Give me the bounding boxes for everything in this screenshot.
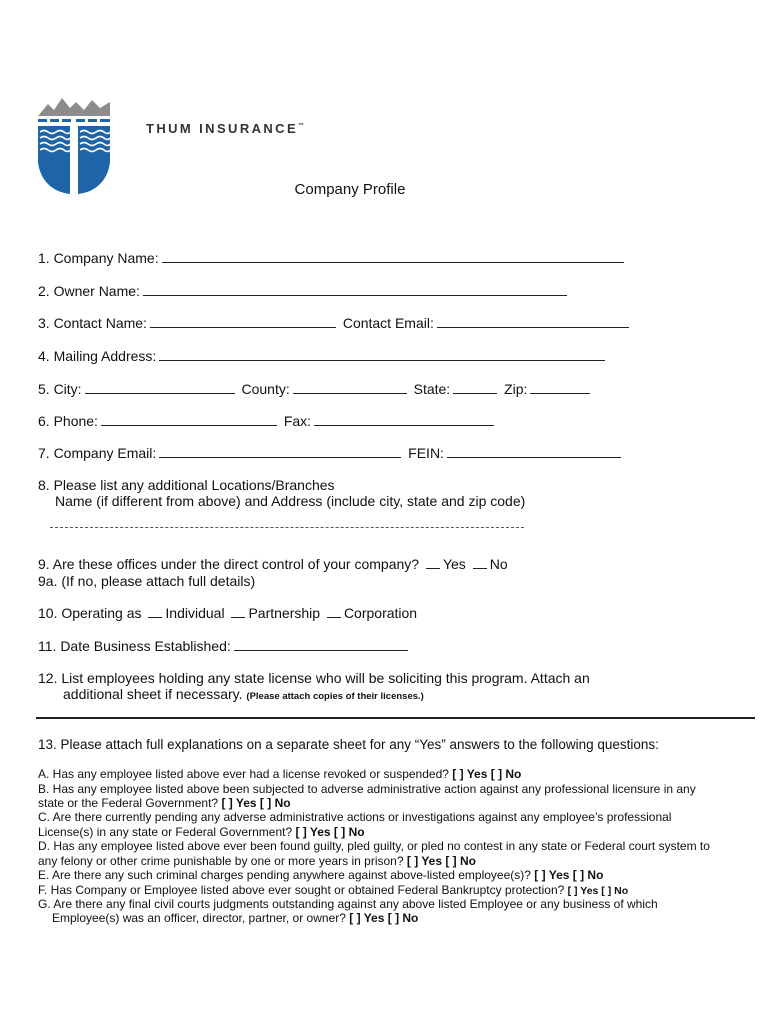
phone-field[interactable]	[101, 413, 277, 426]
mailing-address-row	[38, 348, 608, 364]
question-e	[38, 868, 603, 882]
mailing-address-field[interactable]	[159, 348, 605, 361]
operating-as-label: 10. Operating as	[38, 605, 142, 621]
locations-heading: 8. Please list any additional Locations/Branches	[38, 477, 335, 493]
contact-name-field[interactable]	[150, 315, 336, 328]
explanations-heading: 13. Please attach full explanations on a separate sheet for any “Yes” answers to the following questions:	[38, 737, 659, 752]
phone-label: 6. Phone:	[38, 413, 98, 429]
fax-field[interactable]	[314, 413, 494, 426]
company-name-row	[38, 250, 627, 266]
fax-label: Fax:	[283, 413, 312, 429]
question-a-text: A. Has any employee listed above ever had a license revoked or suspended?	[38, 767, 449, 781]
question-d-line1: D. Has any employee listed above ever been found guilty, pled guilty, or pled no contest in any state or Federal court system to	[38, 839, 710, 853]
question-f	[38, 883, 628, 898]
mailing-address-label: 4. Mailing Address:	[38, 348, 157, 364]
question-e-yes-no[interactable]: [ ] Yes [ ] No	[534, 868, 604, 882]
city-label: 5. City:	[38, 381, 82, 397]
county-field[interactable]	[293, 381, 407, 394]
company-name-field[interactable]	[162, 250, 624, 263]
fein-label: FEIN:	[408, 445, 444, 461]
direct-control-no-blank[interactable]	[473, 556, 487, 569]
employees-instruction: 12. List employees holding any state license who will be soliciting this program. Attach an	[38, 670, 590, 686]
question-d-yes-no[interactable]: [ ] Yes [ ] No	[406, 854, 476, 868]
question-b-line2	[38, 796, 291, 810]
date-established-label: 11. Date Business Established:	[38, 638, 231, 654]
employees-sheet-text: additional sheet if necessary.	[63, 686, 243, 702]
employees-instruction-cont	[63, 686, 424, 702]
licenses-note: (Please attach copies of their licenses.)	[246, 691, 424, 702]
brand-name: THUM INSURANCE™	[146, 121, 305, 136]
question-g-line1: G. Are there any final civil courts judgments outstanding against any above listed Employee or any business of which	[38, 897, 658, 911]
operating-as-row	[38, 605, 417, 621]
county-label: County:	[241, 381, 290, 397]
company-email-label: 7. Company Email:	[38, 445, 157, 461]
owner-name-field[interactable]	[143, 283, 567, 296]
owner-name-row	[38, 283, 570, 299]
contact-email-field[interactable]	[437, 315, 629, 328]
corporation-blank[interactable]	[327, 605, 341, 618]
direct-control-note: 9a. (If no, please attach full details)	[38, 573, 256, 589]
company-email-row	[38, 445, 624, 461]
company-name-label: 1. Company Name:	[38, 250, 159, 266]
question-a	[38, 767, 521, 781]
city-field[interactable]	[85, 381, 235, 394]
state-label: State:	[413, 381, 451, 397]
contact-name-label: 3. Contact Name:	[38, 315, 147, 331]
direct-control-yes-label: Yes	[442, 556, 466, 572]
question-g-text: Employee(s) was an officer, director, partner, or owner?	[52, 911, 346, 925]
question-c-line2	[38, 825, 365, 839]
question-c-line1: C. Are there currently pending any adverse administrative actions or investigations against any employee’s professional	[38, 810, 672, 824]
city-row	[38, 381, 593, 397]
direct-control-no-label: No	[489, 556, 508, 572]
question-f-text: F. Has Company or Employee listed above ever sought or obtained Federal Bankruptcy protection?	[38, 883, 565, 897]
date-established-field[interactable]	[234, 638, 408, 651]
phone-row	[38, 413, 497, 429]
question-c-yes-no[interactable]: [ ] Yes [ ] No	[295, 825, 365, 839]
question-a-yes-no[interactable]: [ ] Yes [ ] No	[452, 767, 522, 781]
question-g-line2	[52, 911, 418, 925]
direct-control-row	[38, 556, 508, 572]
question-e-text: E. Are there any such criminal charges pending anywhere against above-listed employee(s)?	[38, 868, 531, 882]
date-established-row	[38, 638, 411, 654]
direct-control-question: 9. Are these offices under the direct control of your company?	[38, 556, 420, 572]
individual-blank[interactable]	[148, 605, 162, 618]
contact-row	[38, 315, 632, 331]
question-c-text: License(s) in any state or Federal Government?	[38, 825, 293, 839]
question-b-text: state or the Federal Government?	[38, 796, 219, 810]
question-d-line2	[38, 854, 476, 868]
fein-field[interactable]	[447, 445, 621, 458]
partnership-label: Partnership	[248, 605, 321, 621]
corporation-label: Corporation	[343, 605, 418, 621]
state-field[interactable]	[453, 381, 497, 394]
owner-name-label: 2. Owner Name:	[38, 283, 140, 299]
locations-instruction: Name (if different from above) and Address (include city, state and zip code)	[55, 493, 526, 509]
company-email-field[interactable]	[159, 445, 401, 458]
zip-label: Zip:	[504, 381, 528, 397]
question-b-yes-no[interactable]: [ ] Yes [ ] No	[221, 796, 291, 810]
direct-control-yes-blank[interactable]	[426, 556, 440, 569]
question-b-line1: B. Has any employee listed above been subjected to adverse administrative action against any professional licensure in any	[38, 782, 696, 796]
contact-email-label: Contact Email:	[342, 315, 434, 331]
question-g-yes-no[interactable]: [ ] Yes [ ] No	[349, 911, 419, 925]
trademark: ™	[298, 123, 305, 129]
locations-dashed-line[interactable]	[50, 527, 524, 528]
question-f-yes-no[interactable]: [ ] Yes [ ] No	[567, 885, 629, 897]
question-d-text: any felony or other crime punishable by one or more years in prison?	[38, 854, 404, 868]
partnership-blank[interactable]	[231, 605, 245, 618]
zip-field[interactable]	[530, 381, 590, 394]
page-title: Company Profile	[294, 181, 406, 198]
individual-label: Individual	[165, 605, 225, 621]
section-divider	[36, 717, 755, 719]
